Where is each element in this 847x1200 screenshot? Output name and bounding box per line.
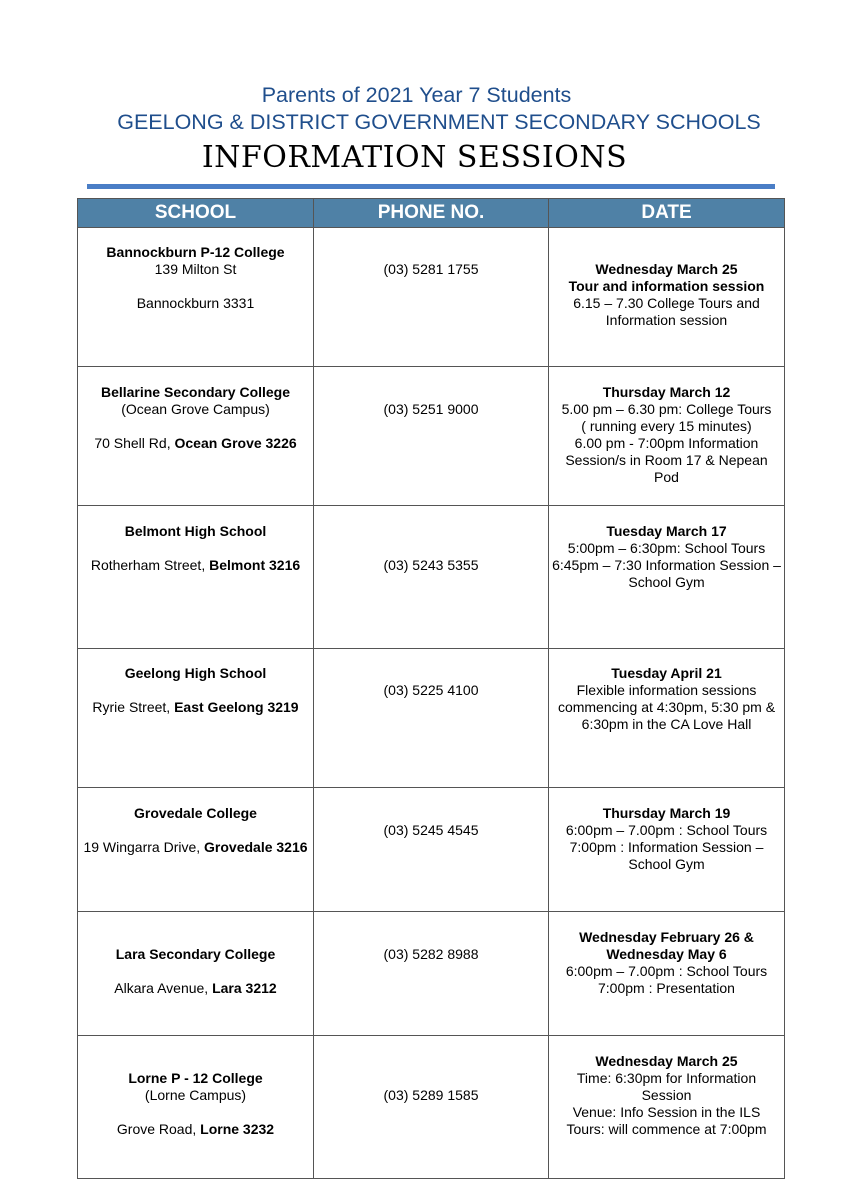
school-campus: (Lorne Campus) [144, 1087, 247, 1103]
school-address: Rotherham Street, Belmont 3216 [90, 557, 301, 573]
table-row [78, 788, 785, 912]
school-name: Lorne P - 12 College [128, 1070, 263, 1086]
school-street: 139 Milton St [154, 261, 237, 277]
date-cell [549, 506, 785, 649]
phone-cell [314, 788, 549, 912]
session-detail: 7:00pm : Information Session – School Gym [569, 839, 764, 872]
session-detail: 5:00pm – 6:30pm: School Tours [567, 540, 766, 556]
table-row [78, 367, 785, 506]
phone-number: (03) 5289 1585 [383, 1087, 479, 1103]
phone-number: (03) 5243 5355 [383, 557, 479, 573]
table-row [78, 506, 785, 649]
school-name: Grovedale College [134, 805, 257, 821]
session-detail: Tours: will commence at 7:00pm [566, 1121, 767, 1137]
school-address: 70 Shell Rd, Ocean Grove 3226 [94, 435, 297, 451]
phone-cell [314, 367, 549, 506]
session-detail: 6:00pm – 7.00pm : School Tours [565, 963, 768, 979]
school-cell [78, 228, 314, 367]
session-detail: Flexible information sessions commencing at 4:30pm, 5:30 pm & 6:30pm in the CA Love Hall [557, 682, 776, 732]
school-cell [78, 506, 314, 649]
school-address: Grove Road, Lorne 3232 [116, 1121, 275, 1137]
school-cell [78, 788, 314, 912]
header-line-2: GEELONG & DISTRICT GOVERNMENT SECONDARY SCHOOLS [117, 110, 761, 134]
session-date: Tuesday April 21 [611, 665, 722, 681]
header-line-1: Parents of 2021 Year 7 Students [261, 83, 572, 107]
session-detail: 5.00 pm – 6.30 pm: College Tours [561, 401, 772, 417]
phone-number: (03) 5251 9000 [383, 401, 479, 417]
school-address: Bannockburn 3331 [136, 295, 255, 311]
school-name: Lara Secondary College [115, 946, 276, 962]
session-detail: 6.15 – 7.30 College Tours and Information session [573, 295, 760, 328]
date-cell [549, 228, 785, 367]
table-row [78, 1036, 785, 1179]
school-cell [78, 912, 314, 1036]
phone-cell [314, 1036, 549, 1179]
session-type: Tour and information session [568, 278, 765, 294]
session-detail: 7:00pm : Presentation [598, 980, 735, 996]
date-cell [549, 912, 785, 1036]
date-cell [549, 1036, 785, 1179]
phone-number: (03) 5245 4545 [383, 822, 479, 838]
school-name: Bellarine Secondary College [100, 384, 291, 400]
phone-number: (03) 5282 8988 [383, 946, 479, 962]
column-header-phone: PHONE NO. [314, 199, 549, 228]
column-header-date: DATE [549, 199, 785, 228]
table-row [78, 649, 785, 788]
school-cell [78, 649, 314, 788]
phone-cell [314, 912, 549, 1036]
date-cell [549, 649, 785, 788]
table-header-row [78, 199, 785, 228]
phone-number: (03) 5225 4100 [383, 682, 479, 698]
date-cell [549, 788, 785, 912]
school-address: 19 Wingarra Drive, Grovedale 3216 [83, 839, 308, 855]
phone-number: (03) 5281 1755 [383, 261, 479, 277]
school-cell [78, 367, 314, 506]
session-date: Wednesday March 25 [595, 261, 738, 277]
session-detail: ( running every 15 minutes) [581, 418, 752, 434]
session-date: Wednesday March 25 [595, 1053, 738, 1069]
session-date: Wednesday February 26 & Wednesday May 6 [579, 929, 754, 962]
session-detail: 6:45pm – 7:30 Information Session – School Gym [552, 557, 781, 590]
session-detail: Venue: Info Session in the ILS [572, 1104, 761, 1120]
phone-cell [314, 228, 549, 367]
sessions-table [77, 198, 785, 1179]
session-date: Thursday March 19 [602, 805, 731, 821]
table-row [78, 228, 785, 367]
page-title: INFORMATION SESSIONS [201, 140, 628, 175]
phone-cell [314, 506, 549, 649]
school-cell [78, 1036, 314, 1179]
session-detail: 6:00pm – 7.00pm : School Tours [565, 822, 768, 838]
school-name: Geelong High School [124, 665, 267, 681]
school-name: Bannockburn P-12 College [106, 244, 285, 260]
session-date: Thursday March 12 [602, 384, 731, 400]
session-date: Tuesday March 17 [606, 523, 727, 539]
date-cell [549, 367, 785, 506]
school-campus: (Ocean Grove Campus) [121, 401, 270, 417]
school-address: Ryrie Street, East Geelong 3219 [92, 699, 299, 715]
session-detail: Time: 6:30pm for Information Session [576, 1070, 757, 1103]
school-address: Alkara Avenue, Lara 3212 [114, 980, 277, 996]
column-header-school: SCHOOL [78, 199, 314, 228]
session-detail: 6.00 pm - 7:00pm Information Session/s in Room 17 & Nepean Pod [565, 435, 768, 485]
school-name: Belmont High School [124, 523, 267, 539]
title-divider [87, 184, 775, 189]
table-row [78, 912, 785, 1036]
phone-cell [314, 649, 549, 788]
